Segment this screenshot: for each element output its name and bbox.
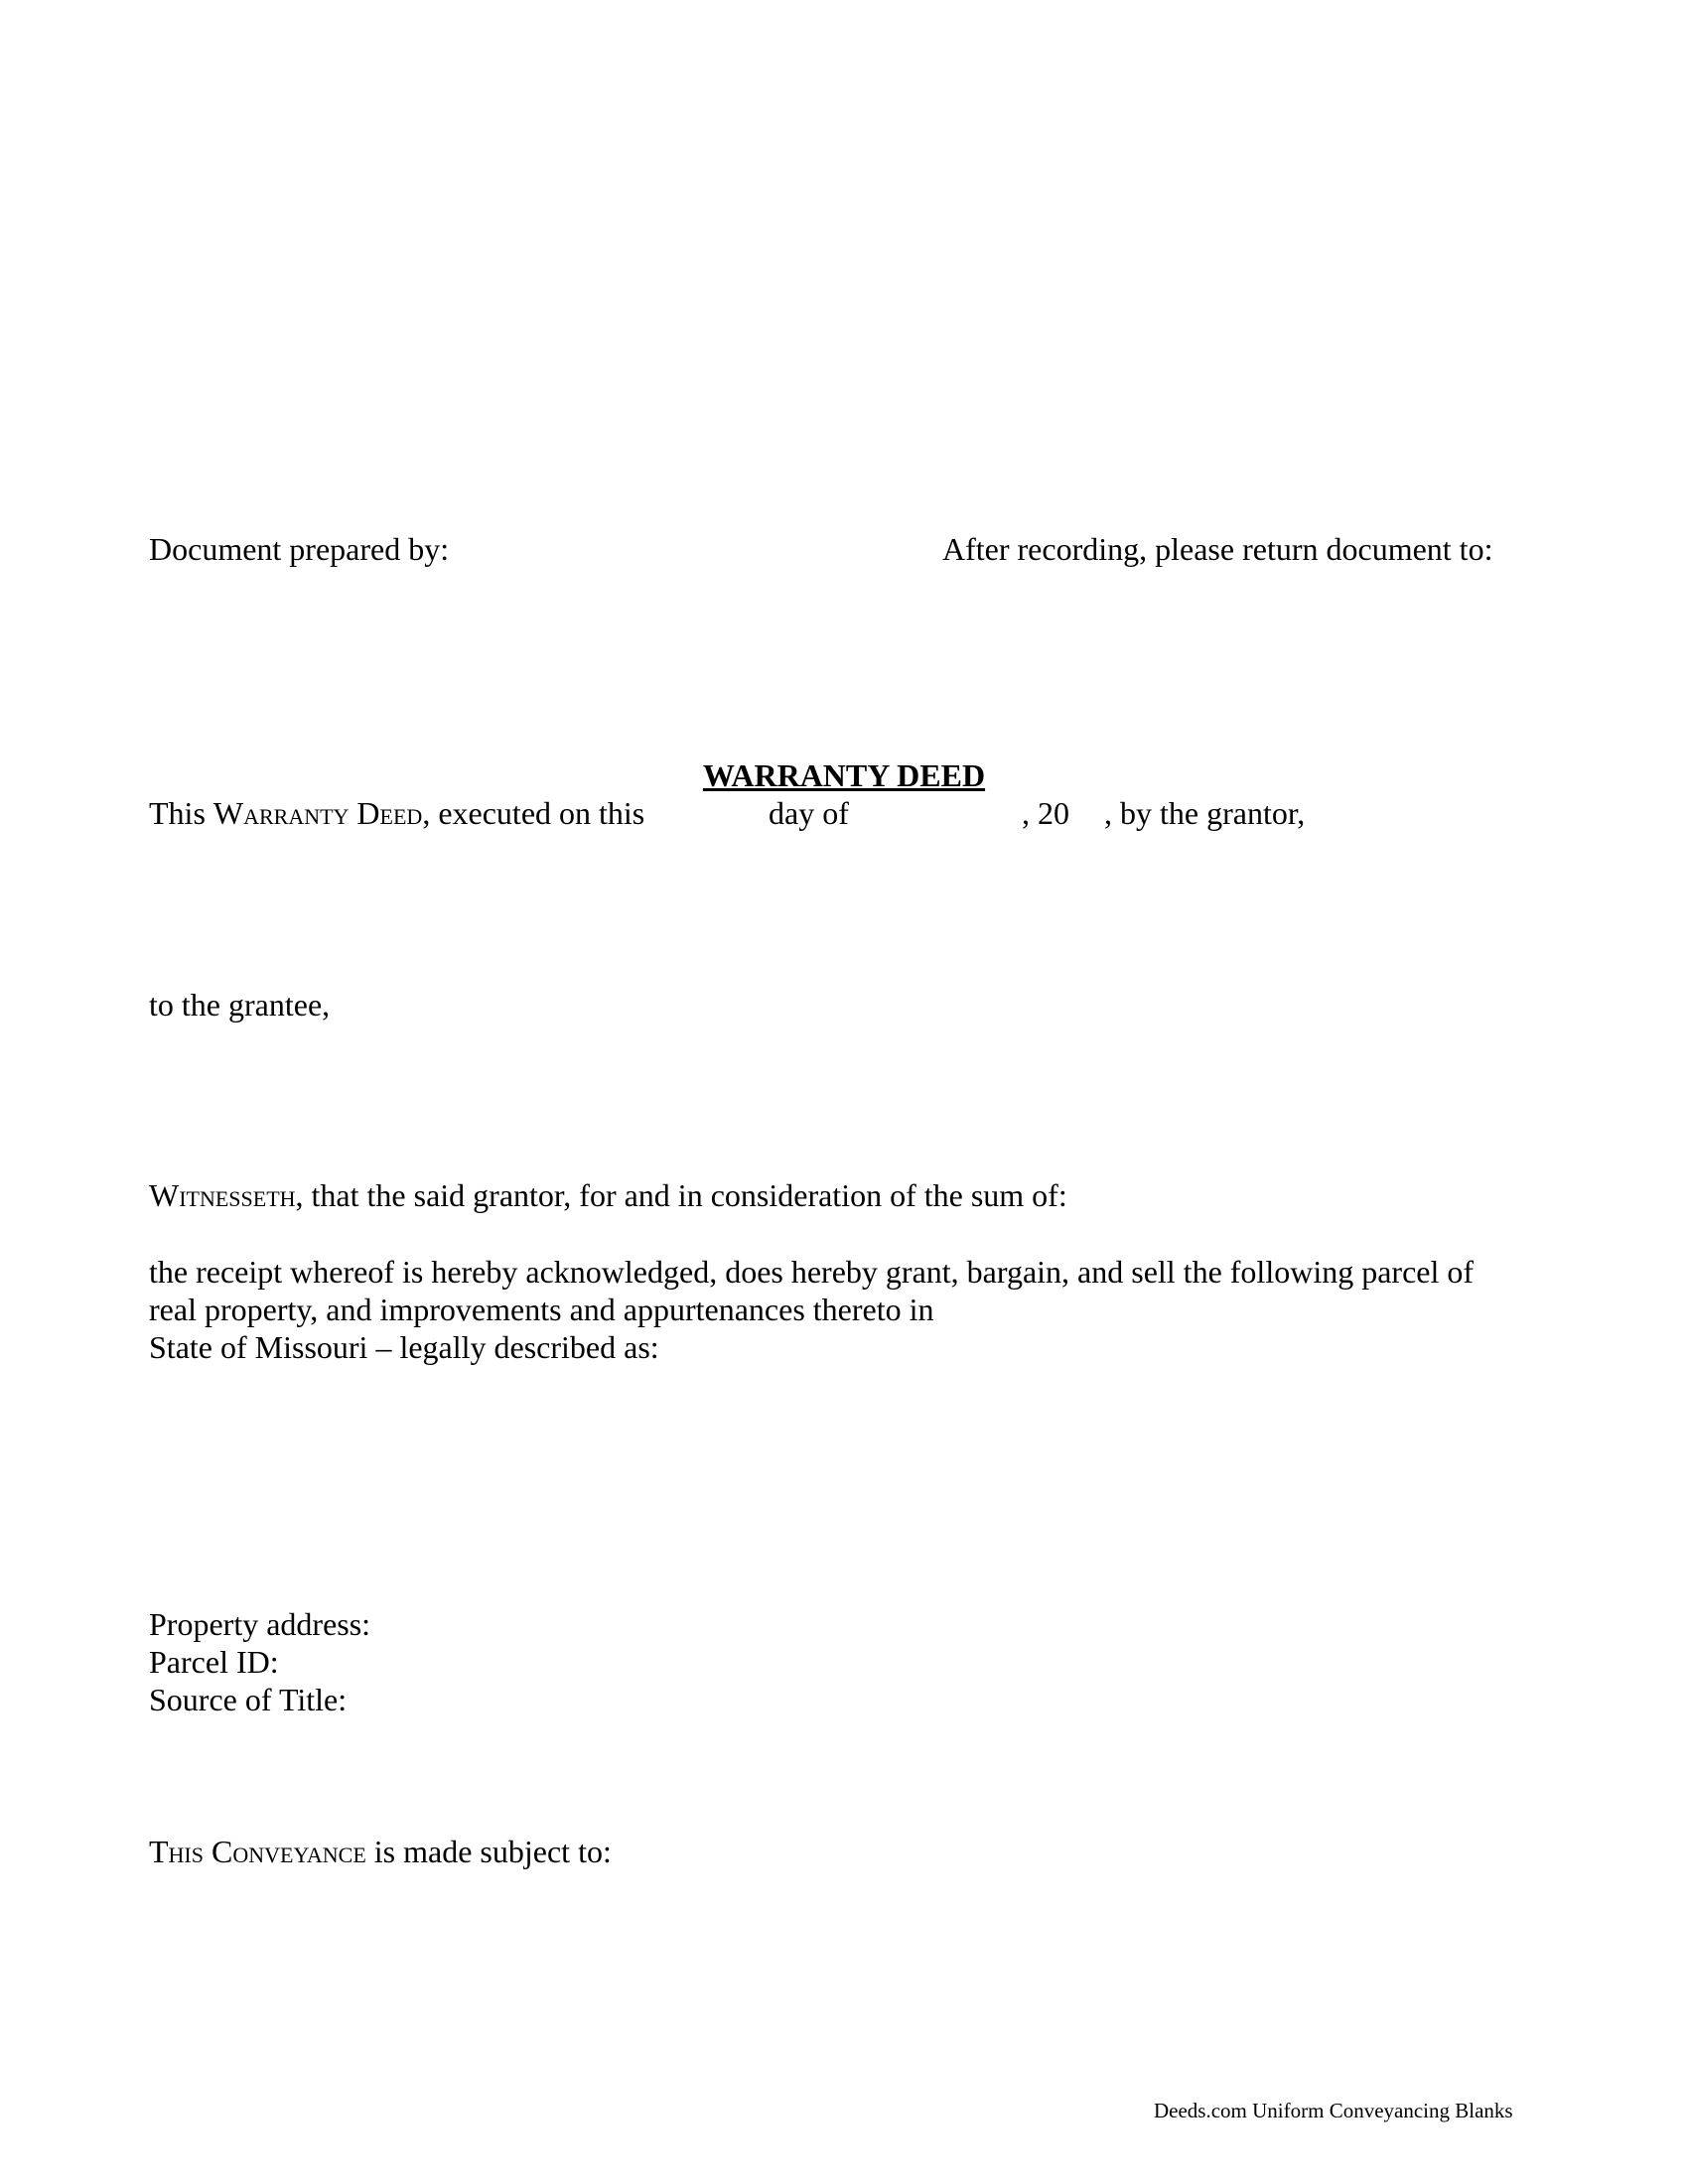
conveyance-line bbox=[149, 1833, 612, 1870]
receipt-paragraph bbox=[149, 1253, 1559, 1366]
receipt-line-1: the receipt whereof is hereby acknowledged, does hereby grant, bargain, and sell the following parcel of bbox=[149, 1254, 1475, 1290]
document-title: WARRANTY DEED bbox=[702, 757, 986, 793]
opening-deed-name: Warranty Deed bbox=[212, 795, 423, 831]
day-of-text: day of bbox=[769, 795, 849, 831]
property-info-block bbox=[149, 1605, 370, 1718]
opening-lead: This bbox=[149, 795, 213, 831]
by-grantor-text: , by the grantor, bbox=[1104, 795, 1306, 831]
conveyance-lead: This Conveyance bbox=[149, 1834, 366, 1869]
prepared-by-label: Document prepared by: bbox=[149, 531, 450, 567]
receipt-line-2: real property, and improvements and appurtenances thereto in bbox=[149, 1292, 934, 1327]
to-grantee-label: to the grantee, bbox=[149, 987, 331, 1023]
year-prefix-text: , 20 bbox=[1022, 795, 1069, 831]
parcel-id-label: Parcel ID: bbox=[149, 1644, 279, 1680]
property-address-label: Property address: bbox=[149, 1606, 371, 1642]
return-to-label: After recording, please return document to: bbox=[942, 531, 1493, 567]
source-of-title-label: Source of Title: bbox=[149, 1682, 348, 1717]
witnesseth-rest: , that the said grantor, for and in consideration of the sum of: bbox=[295, 1177, 1067, 1213]
witnesseth-word: Witnesseth bbox=[149, 1177, 296, 1213]
footer-text: Deeds.com Uniform Conveyancing Blanks bbox=[1154, 2099, 1513, 2122]
opening-executed: , executed on this bbox=[422, 795, 645, 831]
conveyance-rest: is made subject to: bbox=[365, 1834, 612, 1869]
opening-line bbox=[149, 794, 1306, 832]
witnesseth-line bbox=[149, 1176, 1067, 1214]
receipt-line-3: State of Missouri – legally described as: bbox=[149, 1329, 659, 1365]
